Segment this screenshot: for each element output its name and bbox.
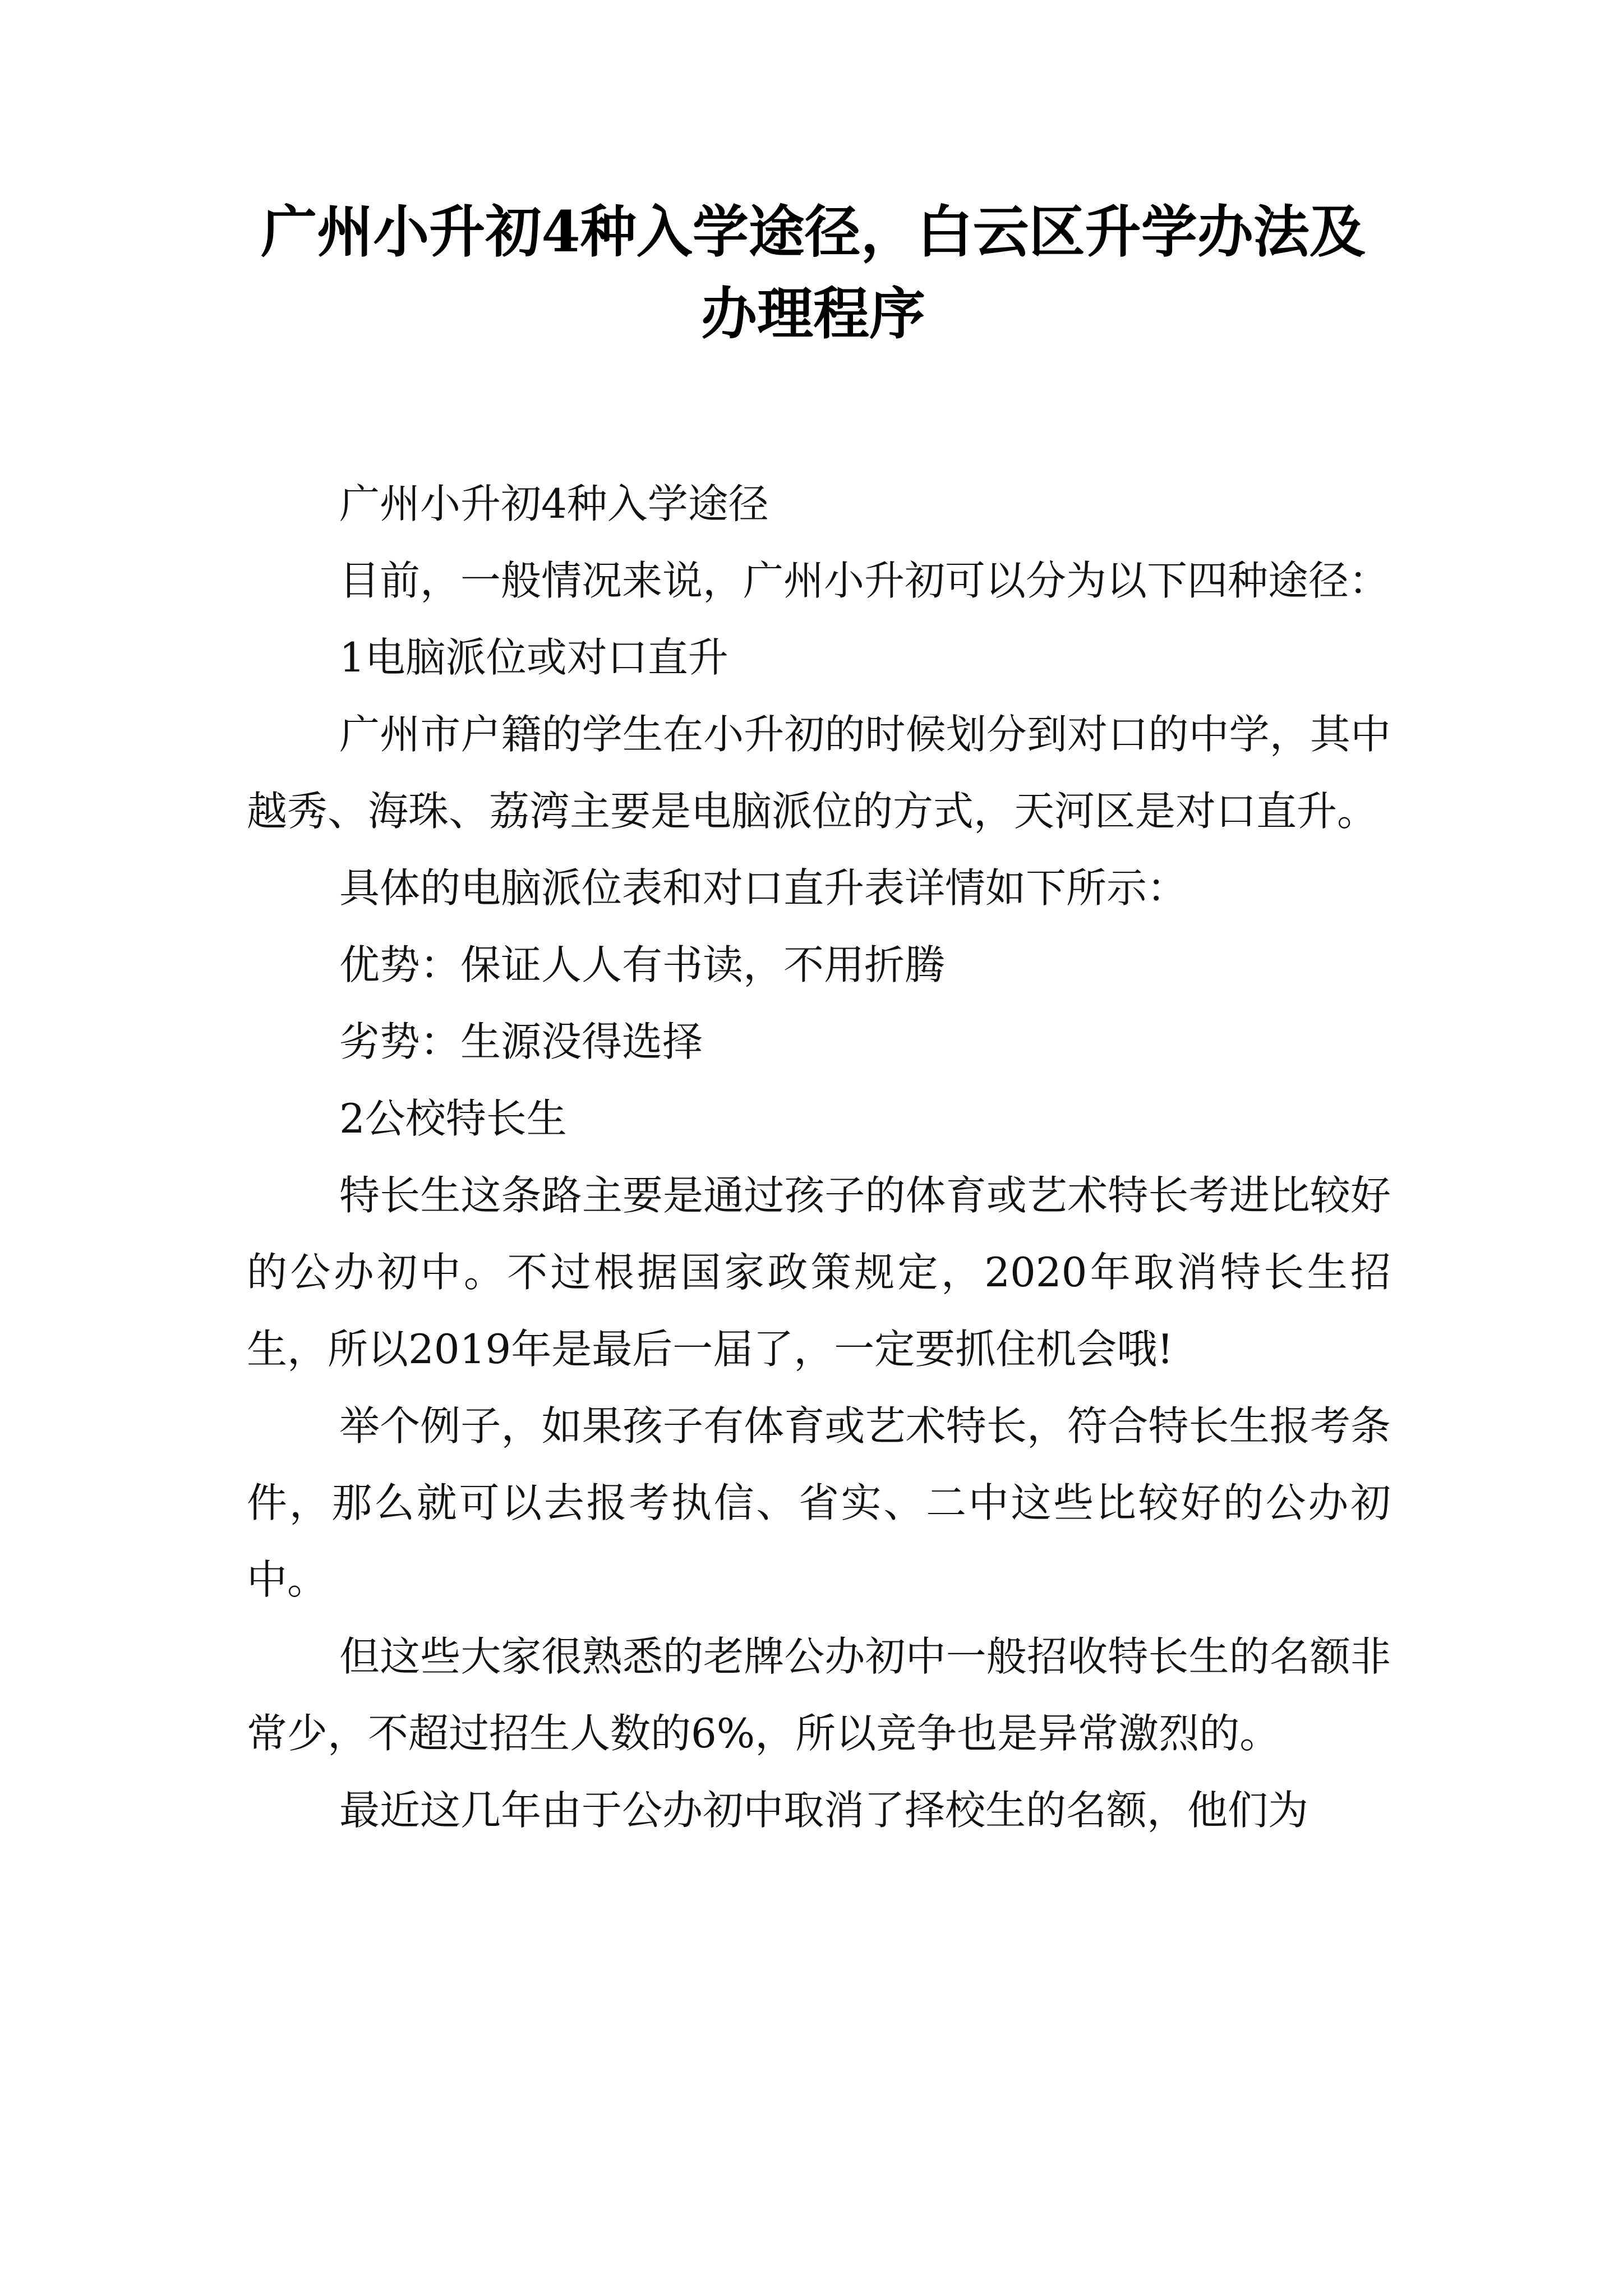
paragraph: 最近这几年由于公办初中取消了择校生的名额，他们为 <box>339 1787 1309 1834</box>
document-title: 广州小升初4种入学途径，白云区升学办法及办理程序 <box>261 199 1366 347</box>
paragraph: 具体的电脑派位表和对口直升表详情如下所示： <box>339 864 1188 912</box>
paragraph: 目前，一般情况来说，广州小升初可以分为以下四种途径： <box>339 557 1390 604</box>
paragraph: 优势：保证人人有书读，不用折腾 <box>339 941 946 988</box>
paragraph: 特长生这条路主要是通过孩子的体育或艺术特长考进比较好的公办初中。不过根据国家政策规定，2020年取消特长生招生，所以2019年是最后一届了，一定要抓住机会哦! <box>247 1172 1391 1373</box>
paragraph: 劣势：生源没得选择 <box>339 1018 703 1065</box>
paragraph: 但这些大家很熟悉的老牌公办初中一般招收特长生的名额非常少，不超过招生人数的6%，所以竞争也是异常激烈的。 <box>247 1633 1391 1757</box>
paragraph: 2公校特长生 <box>339 1095 567 1142</box>
paragraph: 广州小升初4种入学途径 <box>339 480 769 527</box>
paragraph: 举个例子，如果孩子有体育或艺术特长，符合特长生报考条件，那么就可以去报考执信、省实、二中这些比较好的公办初中。 <box>247 1402 1391 1603</box>
paragraph: 广州市户籍的学生在小升初的时候划分到对口的中学，其中越秀、海珠、荔湾主要是电脑派位的方式，天河区是对口直升。 <box>247 711 1391 835</box>
paragraph: 1电脑派位或对口直升 <box>339 634 728 681</box>
document-body <box>247 466 1391 1849</box>
